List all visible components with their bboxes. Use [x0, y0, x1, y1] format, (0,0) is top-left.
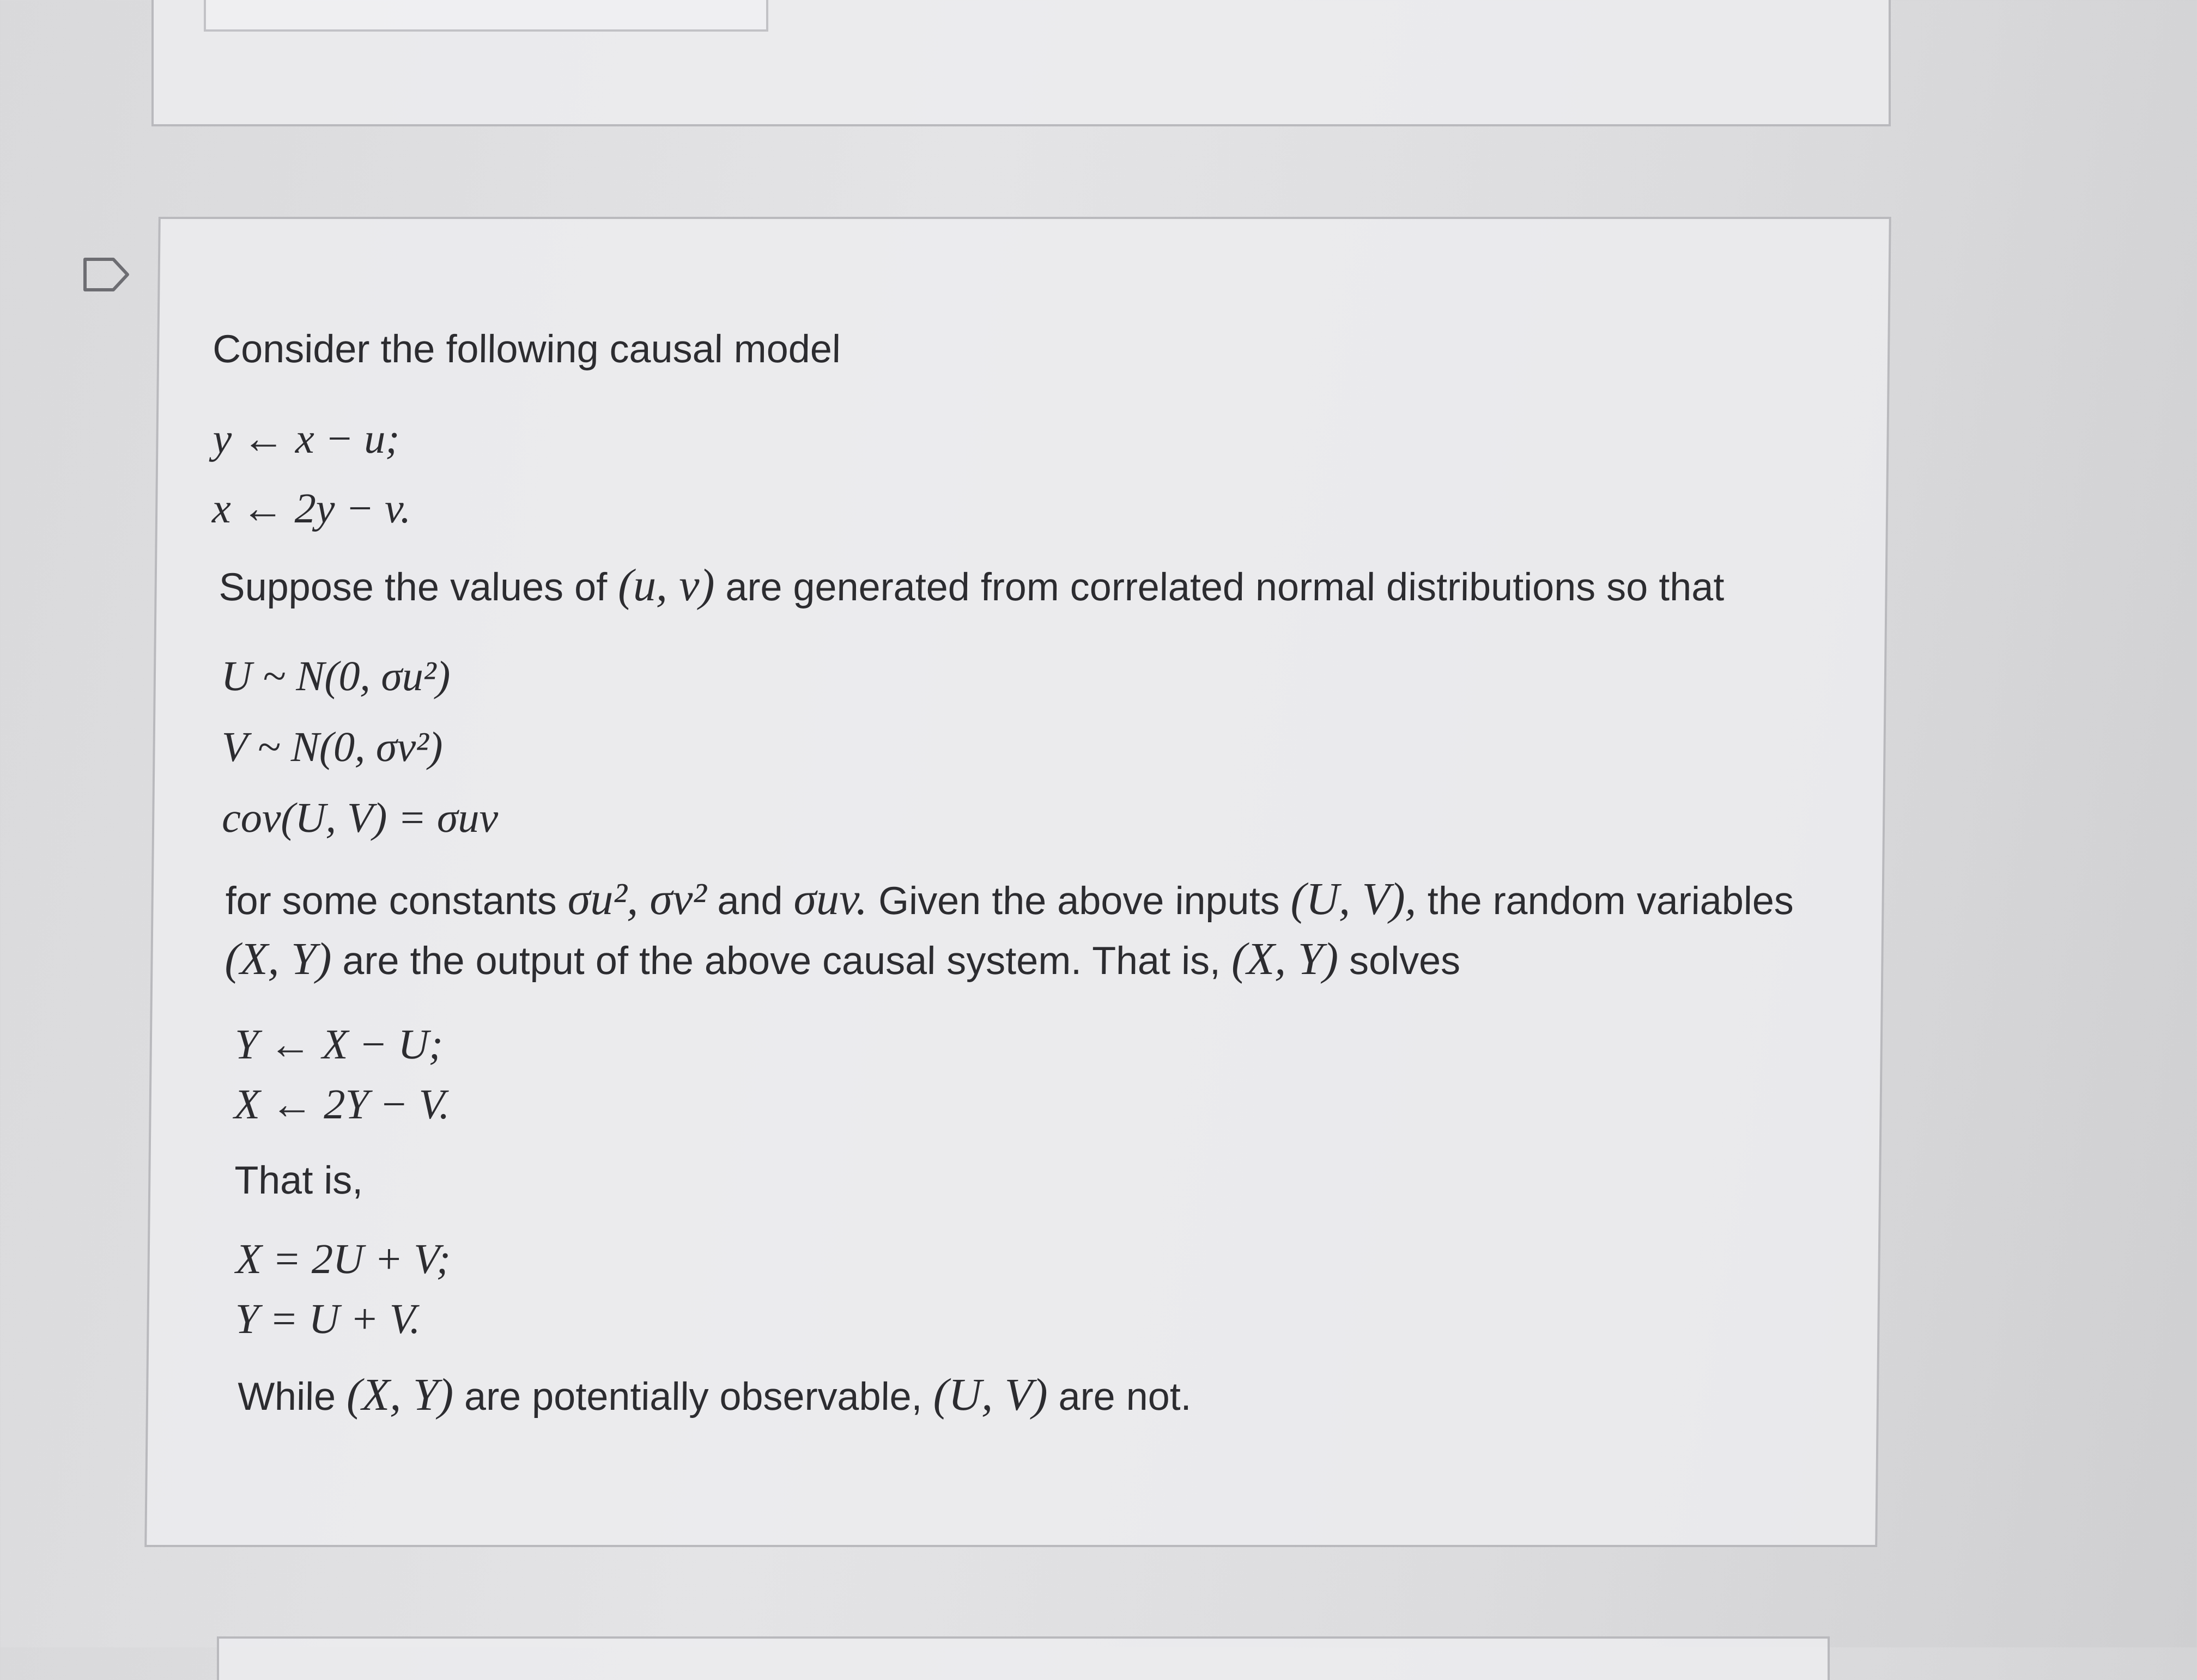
solves-text: solves: [1349, 939, 1461, 983]
solution-equation-2: Y = U + V.: [235, 1295, 421, 1342]
solution-equation-1: X = 2U + V;: [235, 1235, 451, 1282]
that-is-text: That is,: [234, 1159, 363, 1202]
next-question-panel: [217, 1636, 1830, 1680]
while-text-1: While: [237, 1375, 336, 1419]
output-text: are the output of the above causal system. That is,: [342, 939, 1221, 983]
previous-answer-box: [204, 0, 768, 32]
constants-text-2: and: [717, 879, 784, 923]
while-xy: (X, Y): [346, 1369, 454, 1420]
given-text-2: the random variables: [1427, 879, 1794, 923]
covariance: cov(U, V) = σuv: [221, 794, 499, 841]
while-text-3: are not.: [1058, 1375, 1192, 1419]
question-panel: [144, 217, 1891, 1547]
constants-cov: σuv.: [793, 874, 868, 924]
distribution-v: V ~ N(0, σv²): [221, 723, 443, 770]
given-text-1: Given the above inputs: [878, 879, 1280, 923]
xy-solves: (X, Y): [1231, 934, 1339, 984]
system-equation-2: X ← 2Y − V.: [234, 1080, 450, 1128]
previous-question-panel: [151, 0, 1891, 126]
observability-line: [238, 1368, 1192, 1421]
suppose-line: [219, 559, 1725, 612]
while-text-2: are potentially observable,: [464, 1375, 923, 1419]
system-equation-1: Y ← X − U;: [234, 1020, 444, 1068]
xy-output: (X, Y): [224, 934, 332, 984]
constants-list: σu², σv²: [567, 874, 707, 924]
output-line: [224, 933, 1461, 985]
constants-line: [225, 873, 1794, 926]
intro-text: Consider the following causal model: [212, 327, 841, 371]
question-content: [201, 327, 1837, 1514]
model-equation-1: y ← x − u;: [213, 415, 400, 462]
suppose-text-after: are generated from correlated normal distributions so that: [725, 565, 1725, 609]
constants-text-1: for some constants: [225, 879, 557, 923]
distribution-u: U ~ N(0, σu²): [221, 652, 451, 699]
model-equation-2: x ← 2y − v.: [211, 484, 411, 532]
suppose-vars: (u, v): [617, 560, 715, 611]
flag-icon[interactable]: [82, 256, 131, 293]
suppose-text-before: Suppose the values of: [219, 565, 608, 609]
while-uv: (U, V): [933, 1369, 1048, 1420]
given-uv: (U, V),: [1290, 874, 1417, 924]
